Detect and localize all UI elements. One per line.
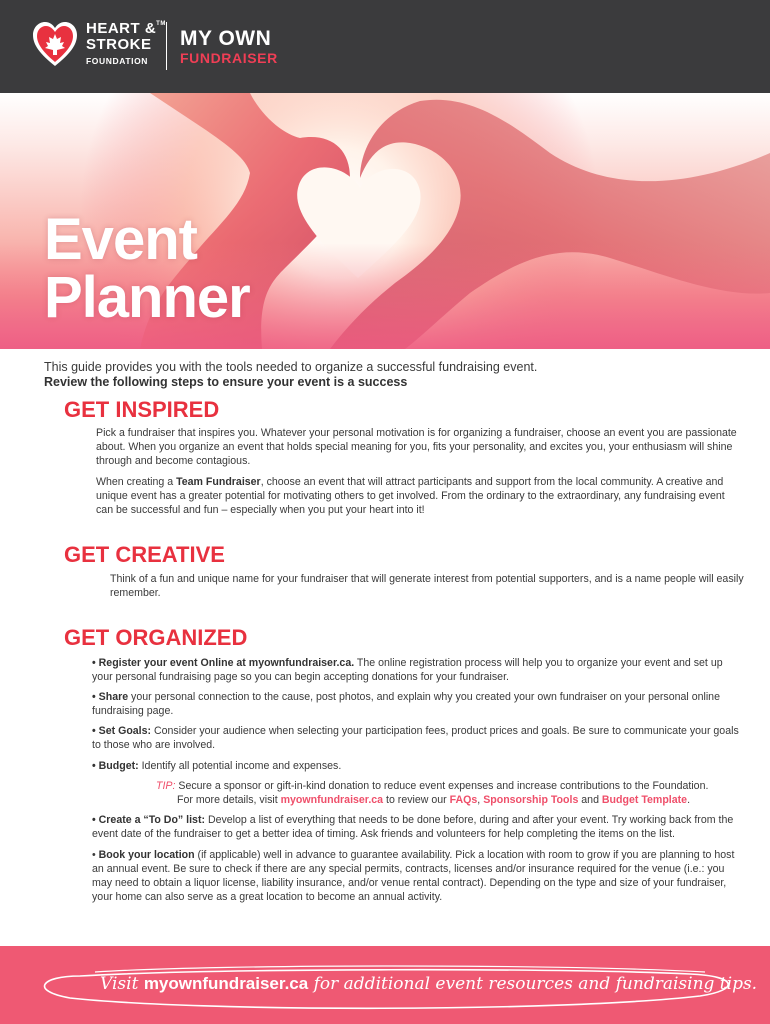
organized-bullet-register: [92, 656, 744, 684]
tip-text: Secure a sponsor or gift-in-kind donation to reduce event expenses and increase contributions to the Foundation.: [175, 780, 709, 792]
program-wordmark: [180, 28, 278, 65]
foundation-wordmark: [86, 21, 166, 66]
section-heading-creative: GET CREATIVE: [64, 542, 225, 567]
organized-bullet-location: [92, 848, 744, 904]
bullet-share-bold: • Share: [92, 691, 129, 703]
tip-review-our: to review our: [383, 794, 450, 806]
organized-bullet-todo: [92, 813, 744, 841]
logo-line-heart: HEART &: [86, 20, 157, 37]
footer-rest: for additional event resources and fundraising tips.: [308, 974, 758, 994]
budget-tip-links: [177, 793, 747, 807]
hero-title-line-1: Event: [44, 207, 197, 272]
budget-template-link[interactable]: Budget Template: [601, 794, 688, 806]
bullet-goals-text: Consider your audience when selecting your participation fees, product prices and goals. Be sure to communicate your goals to those who are involved.: [92, 725, 739, 751]
faqs-link[interactable]: FAQs: [449, 794, 478, 806]
organized-bullet-budget: [92, 759, 744, 773]
heart-and-torch-logo-icon: [32, 20, 78, 70]
footer-url-link[interactable]: myownfundraiser.ca: [143, 974, 309, 993]
hero-banner: [0, 93, 770, 349]
section-heading-organized: GET ORGANIZED: [64, 625, 248, 650]
bullet-budget-bold: • Budget:: [92, 760, 139, 772]
sponsorship-tools-link[interactable]: Sponsorship Tools: [483, 794, 579, 806]
logo-divider: [166, 22, 167, 70]
bullet-register-text: The online registration process will help you to organize your event and set up your personal fundraising page so you can begin accepting donations for your fundraiser.: [92, 657, 723, 683]
section-heading-inspired: GET INSPIRED: [64, 397, 220, 422]
inspired-paragraph-1: Pick a fundraiser that inspires you. Whatever your personal motivation is for organizing a fundraiser, choose an event you are passionate about. When you organize an event that holds special meaning for you, fits your personality, and excites you, your enthusiasm will shine through and become contagious.: [96, 427, 737, 467]
page-header: [0, 0, 770, 93]
inspired-p2-after: , choose an event that will attract participants and support from the local community. A creative and unique event has a greater potential for motivating others to get involved. From the ordinary to the extraordinary, any fundraising event can be successful and fun – especially when you put your heart into it!: [96, 476, 725, 516]
budget-tip: [156, 779, 746, 793]
bullet-register-bold: • Register your event Online at myownfundraiser.ca.: [92, 657, 355, 669]
bullet-location-text: (if applicable) well in advance to guarantee availability. Pick a location with room to grow if you are planning to host an annual event. Be sure to check if there are any special permits, contracts, licenses and/or insurance required for the venue (i.e.: you may need to obtain a liquor license, liability insurance, and/or venue rental contract). Depending on the type and size of your fundraiser, your home can also serve as a great location to become an annual activity.: [92, 849, 735, 903]
team-fundraiser-term: Team Fundraiser: [176, 476, 261, 488]
footer-callout: [100, 974, 757, 994]
bullet-location-marker: •: [92, 849, 99, 861]
creative-paragraph: Think of a fun and unique name for your fundraiser that will generate interest from potential supporters, and is a name people will easily remember.: [110, 573, 744, 599]
tip-more-details: For more details, visit: [177, 794, 281, 806]
bullet-share-text: your personal connection to the cause, post photos, and explain why you created your own fundraiser on your personal online fundraising page.: [92, 691, 720, 717]
bullet-todo-bold: • Create a “To Do” list:: [92, 814, 205, 826]
hero-title-line-2: Planner: [44, 265, 250, 330]
intro-line-1: This guide provides you with the tools needed to organize a successful fundraising event.: [44, 360, 538, 374]
intro-line-2: Review the following steps to ensure your event is a success: [44, 375, 408, 389]
footer-visit: Visit: [100, 974, 144, 994]
bullet-budget-text: Identify all potential income and expenses.: [138, 760, 342, 772]
logo-line-stroke: STROKE: [86, 36, 152, 53]
page-footer: [0, 946, 770, 1024]
inspired-p2-before: When creating a: [96, 476, 177, 488]
tip-period: .: [687, 794, 691, 806]
myownfundraiser-link[interactable]: myownfundraiser.ca: [280, 794, 384, 806]
organized-bullet-goals: [92, 724, 744, 752]
program-line-fundraiser: FUNDRAISER: [180, 50, 278, 66]
inspired-paragraph-2: [96, 475, 744, 517]
hero-title: [44, 207, 250, 330]
trademark-mark: TM: [156, 21, 166, 27]
bullet-location-bold: Book your location: [98, 849, 195, 861]
tip-label: TIP:: [156, 780, 176, 792]
program-line-my-own: MY OWN: [180, 27, 272, 50]
logo-line-foundation: FOUNDATION: [86, 56, 149, 66]
tip-and: and: [578, 794, 602, 806]
bullet-goals-bold: • Set Goals:: [92, 725, 152, 737]
intro-text: [44, 360, 744, 390]
bullet-todo-text: Develop a list of everything that needs to be done before, during and after your event. Try working back from the event date of the fundraiser to get a better idea of timing. Ask friends and volunteers for help completing the items on the list.: [92, 814, 734, 840]
tip-comma: ,: [477, 794, 484, 806]
organized-bullet-share: [92, 690, 744, 718]
